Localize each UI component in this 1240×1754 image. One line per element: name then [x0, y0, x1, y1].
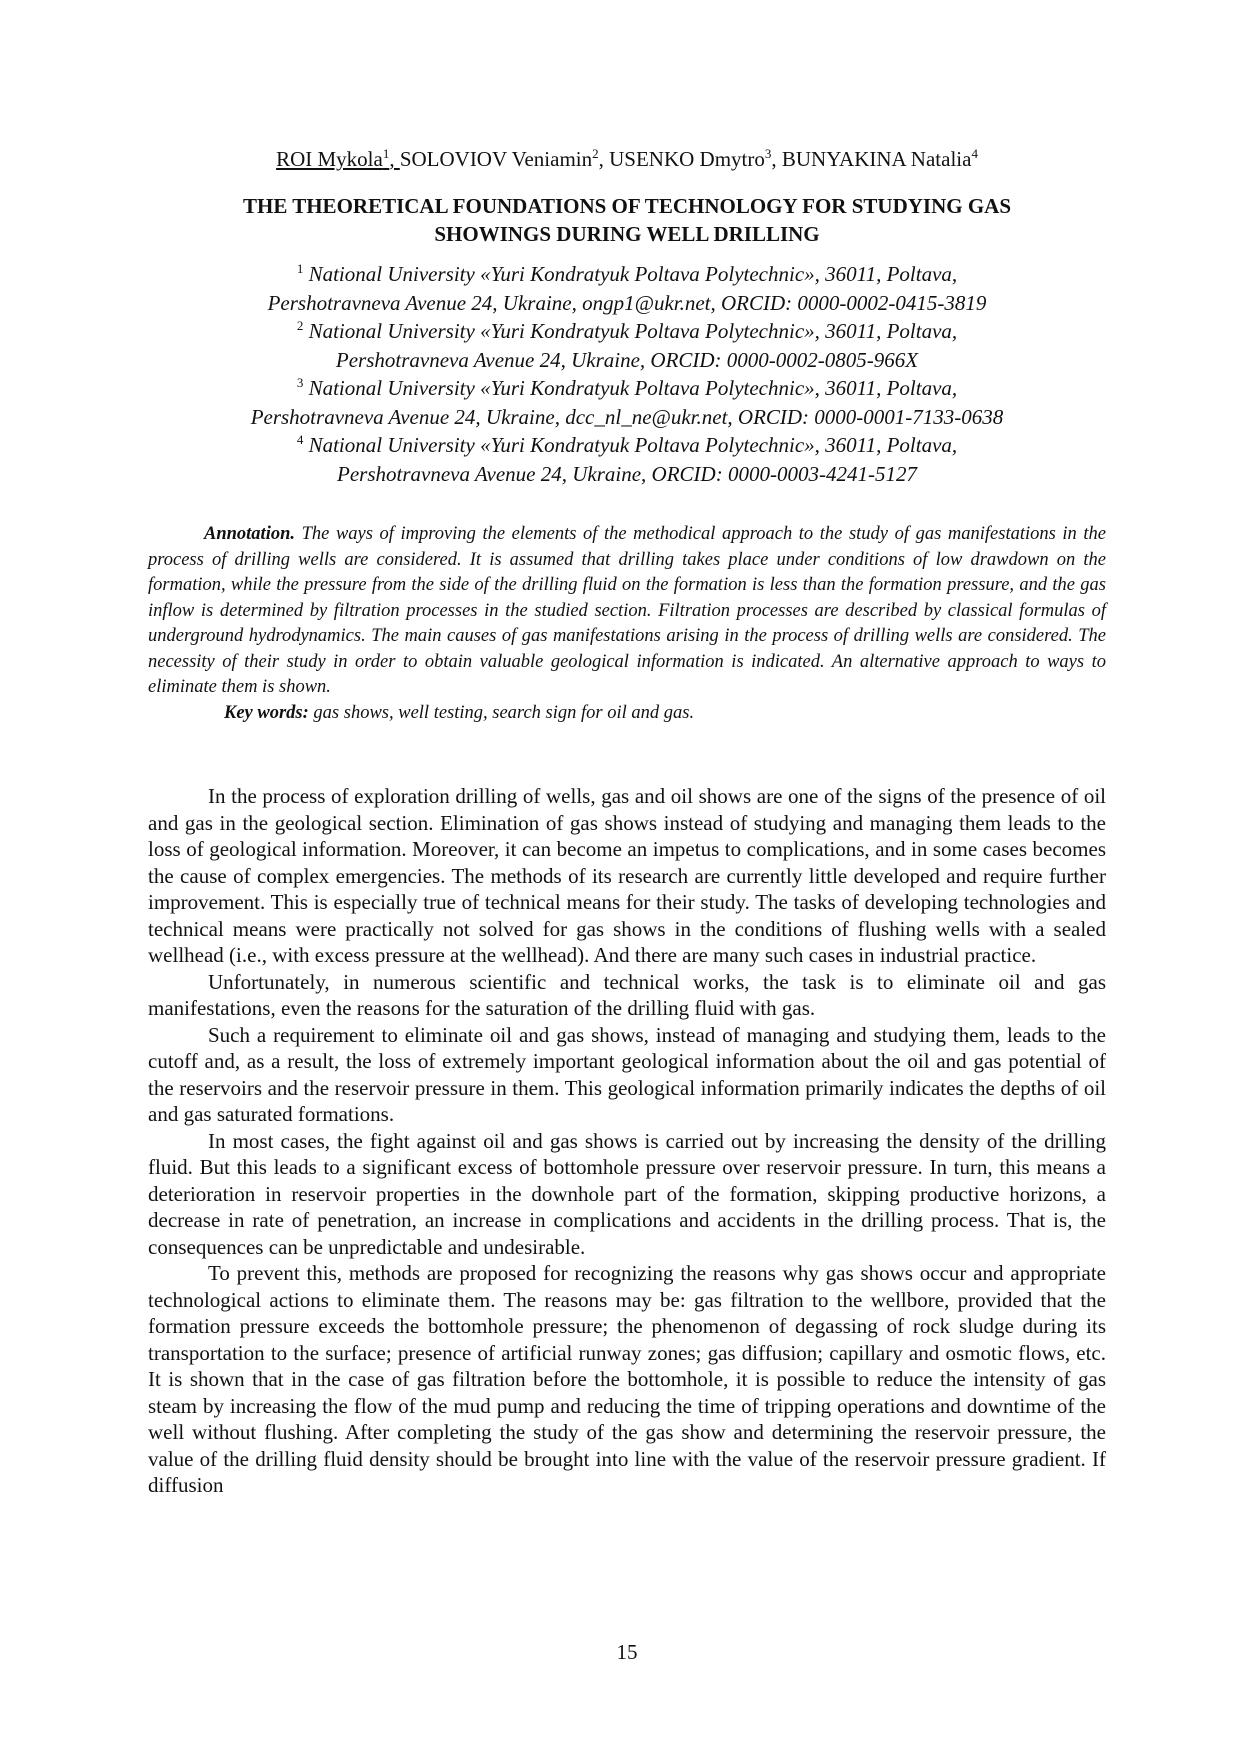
- author-3: USENKO Dmytro$^3$,: [609, 146, 777, 171]
- page-number: 15: [616, 1640, 638, 1664]
- body-paragraph: Unfortunately, in numerous scientific and technical works, the task is to eliminate oil and gas manifestations, even the reasons for the saturation of the drilling fluid with gas.: [148, 969, 1106, 1020]
- body-text: [148, 783, 1106, 1499]
- affiliation-2: $^2$ National University «Yuri Kondratyuk Poltava Polytechnic», 36011, Poltava,: [296, 318, 958, 343]
- body-paragraph: To prevent this, methods are proposed for recognizing the reasons why gas shows occur and appropriate technological actions to eliminate them. The reasons may be: gas filtration to the wellbore, provided that the formation pressure exceeds the bottomhole pressure; the phenomenon of degassing of rock sludge during its transportation to the surface; presence of artificial runway zones; gas diffusion; capillary and osmotic flows, etc. It is shown that in the case of gas filtration before the bottomhole, it is possible to reduce the intensity of gas steam by increasing the flow of the mud pump and reducing the time of tripping operations and downtime of the well without flushing. After completing the study of the gas show and determining the reservoir pressure, the value of the drilling fluid density should be brought into line with the value of the reservoir pressure gradient. If diffusion: [148, 1261, 1106, 1497]
- affiliation-3: $^3$ National University «Yuri Kondratyuk Poltava Polytechnic», 36011, Poltava,: [296, 375, 958, 400]
- body-paragraph: In most cases, the fight against oil and gas shows is carried out by increasing the density of the drilling fluid. But this leads to a significant excess of bottomhole pressure over reservoir pressure. In turn, this means a deterioration in reservoir properties in the downhole part of the formation, skipping productive horizons, a decrease in rate of penetration, an increase in complications and accidents in the drilling process. That is, the consequences can be unpredictable and undesirable.: [148, 1128, 1106, 1259]
- keywords: [148, 701, 1106, 727]
- affiliation-4-line-2: Pershotravneva Avenue 24, Ukraine, ORCID: 0000-0003-4241-5127: [337, 461, 917, 486]
- keywords-label: Key words:: [224, 702, 309, 723]
- affiliation-2-line-2: Pershotravneva Avenue 24, Ukraine, ORCID: 0000-0002-0805-966X: [335, 347, 919, 372]
- annotation-text: The ways of improving the elements of the methodical approach to the study of gas manifestations in the process of drilling wells are considered. It is assumed that drilling takes place under conditions of low drawdown on the formation, while the pressure from the side of the drilling fluid on the formation is less than the formation pressure, and the gas inflow is determined by filtration processes in the studied section. Filtration processes are described by classical formulas of underground hydrodynamics. The main causes of gas manifestations arising in the process of drilling wells are considered. The necessity of their study in order to obtain valuable geological information is indicated. An alternative approach to ways to eliminate them is shown.: [148, 524, 1106, 697]
- affiliation-3-line-2: Pershotravneva Avenue 24, Ukraine, dcc_nl_ne@ukr.net, ORCID: 0000-0001-7133-0638: [250, 404, 1004, 429]
- title-line-2: SHOWINGS DURING WELL DRILLING: [434, 222, 820, 246]
- author-2: SOLOVIOV Veniamin$^2$,: [399, 146, 604, 171]
- annotation-label: Annotation.: [204, 524, 296, 544]
- body-paragraph: In the process of exploration drilling of wells, gas and oil shows are one of the signs of the presence of oil and gas in the geological section. Elimination of gas shows instead of studying and managing them leads to the loss of geological information. Moreover, it can become an impetus to complications, and in some cases becomes the cause of complex emergencies. The methods of its research are currently little developed and require further improvement. This is especially true of technical means for their study. The tasks of developing technologies and technical means were practically not solved for gas shows in the conditions of flushing wells with a sealed wellhead (i.e., with excess pressure at the wellhead). And there are many such cases in industrial practice.: [148, 784, 1106, 967]
- affiliation-1-line-2: Pershotravneva Avenue 24, Ukraine, ongp1@ukr.net, ORCID: 0000-0002-0415-3819: [267, 290, 987, 315]
- author-1: ROI Mykola$^1$,: [276, 146, 400, 171]
- author-4: BUNYAKINA Natalia$^4$: [781, 146, 978, 171]
- affiliation-4: $^4$ National University «Yuri Kondratyuk Poltava Polytechnic», 36011, Poltava,: [296, 432, 958, 457]
- annotation-paragraph: [148, 522, 1106, 701]
- keywords-text: gas shows, well testing, search sign for oil and gas.: [308, 702, 695, 723]
- body-paragraph: Such a requirement to eliminate oil and gas shows, instead of managing and studying them, leads to the cutoff and, as a result, the loss of extremely important geological information about the oil and gas potential of the reservoirs and the reservoir pressure in them. This geological information primarily indicates the depths of oil and gas saturated formations.: [148, 1022, 1106, 1126]
- abstract: [148, 522, 1106, 726]
- author-line: [148, 146, 1106, 172]
- title-line-1: THE THEORETICAL FOUNDATIONS OF TECHNOLOGY FOR STUDYING GAS: [243, 194, 1011, 218]
- paper-title: [148, 192, 1106, 248]
- affiliation-1: $^1$ National University «Yuri Kondratyuk Poltava Polytechnic», 36011, Poltava,: [296, 261, 958, 286]
- affiliations: [148, 260, 1106, 488]
